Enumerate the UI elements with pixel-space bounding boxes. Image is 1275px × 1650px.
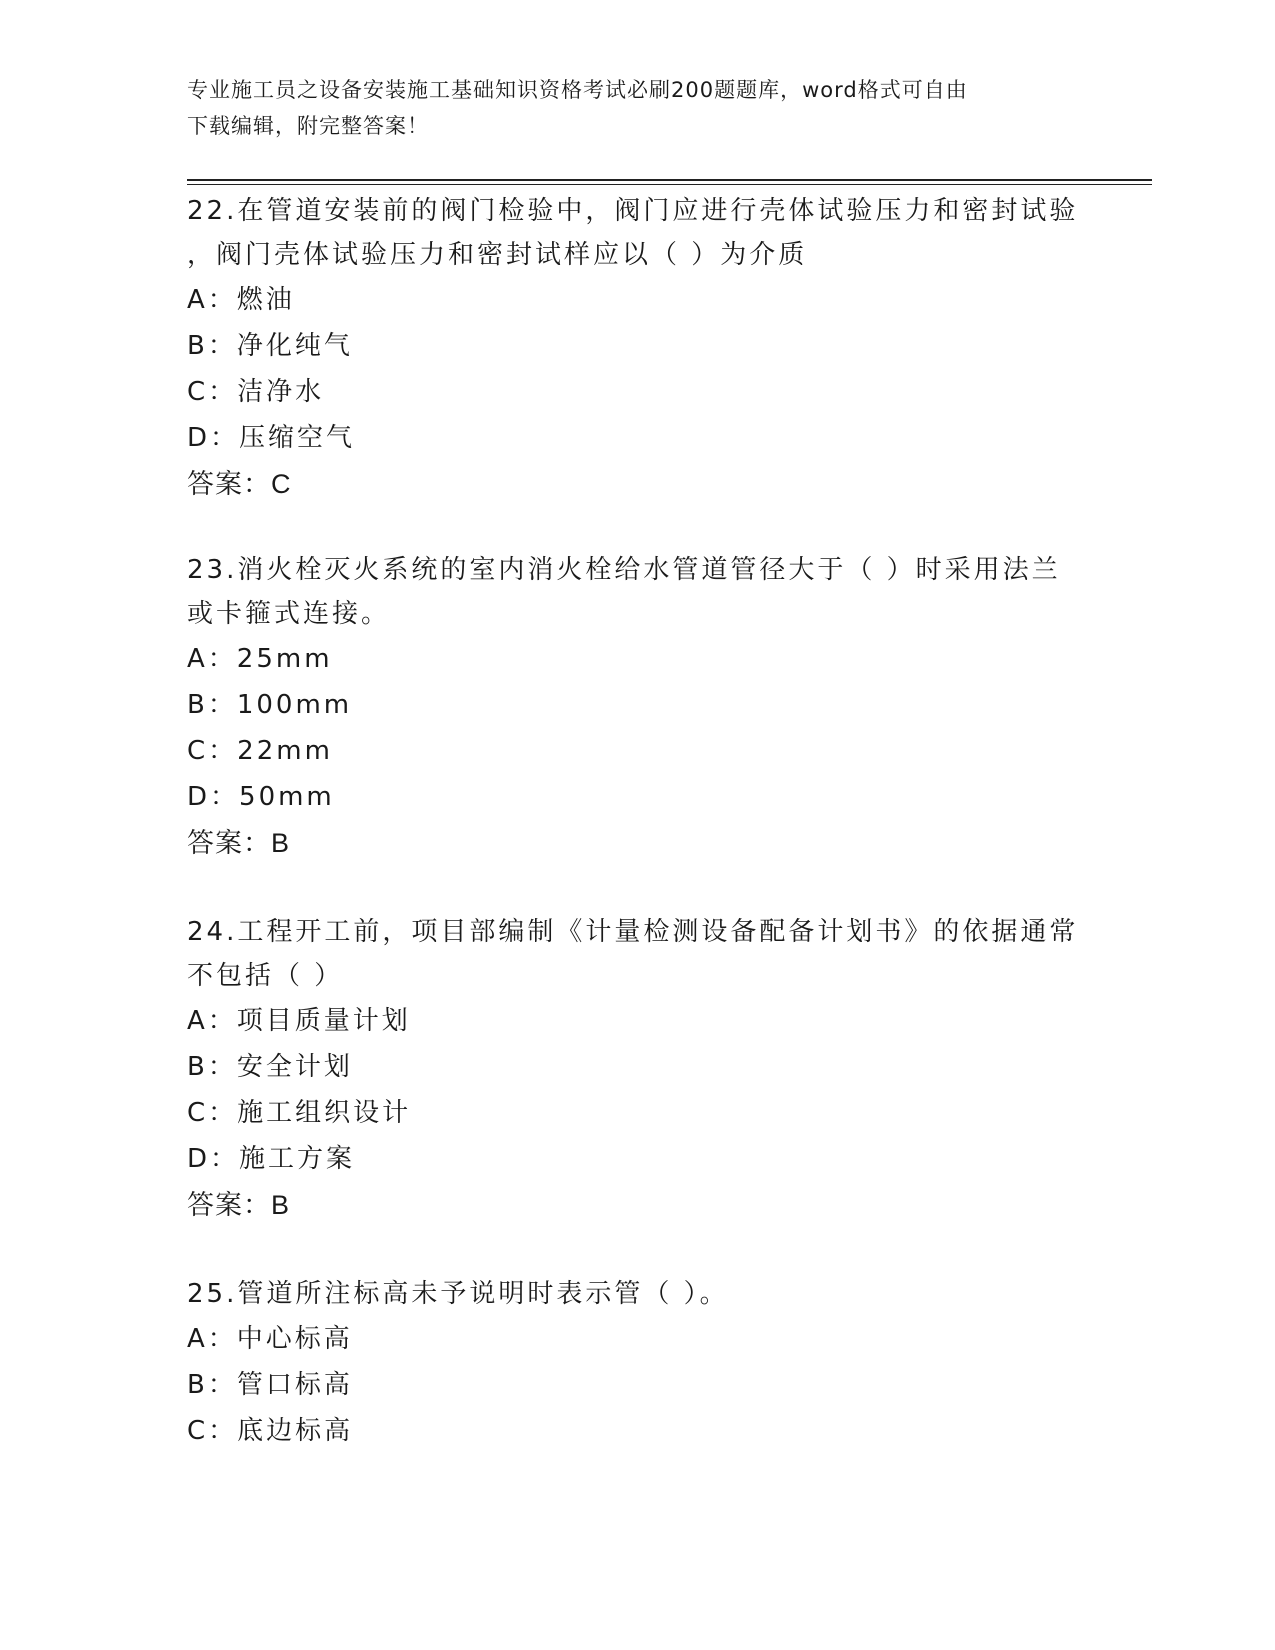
answer: 答案：C [187, 469, 292, 499]
header-line-2: 下载编辑，附完整答案！ [187, 114, 429, 138]
question-text-line: 22.在管道安装前的阀门检验中，阀门应进行壳体试验压力和密封试验 [187, 196, 1079, 226]
question-23 [187, 548, 1087, 866]
option-d: D：施工方案 [187, 1144, 356, 1174]
question-24 [187, 910, 1087, 1228]
option-b: B：100mm [187, 690, 353, 720]
option-a: A：中心标高 [187, 1324, 353, 1354]
option-a: A：燃油 [187, 285, 295, 315]
question-text-line: ，阀门壳体试验压力和密封试样应以（ ）为介质 [187, 240, 808, 270]
answer: 答案：B [187, 1190, 291, 1220]
question-text-line: 25.管道所注标高未予说明时表示管（ ）。 [187, 1279, 729, 1309]
option-b: B：净化纯气 [187, 331, 353, 361]
question-text-line: 23.消火栓灭火系统的室内消火栓给水管道管径大于（ ）时采用法兰 [187, 555, 1061, 585]
option-b: B：安全计划 [187, 1052, 353, 1082]
question-25 [187, 1272, 1087, 1454]
option-a: A：25mm [187, 644, 333, 674]
option-c: C：施工组织设计 [187, 1098, 412, 1128]
question-text-line: 24.工程开工前，项目部编制《计量检测设备配备计划书》的依据通常 [187, 917, 1079, 947]
question-text-line: 或卡箍式连接。 [187, 599, 391, 629]
option-a: A：项目质量计划 [187, 1006, 411, 1036]
option-c: C：洁净水 [187, 377, 325, 407]
header-divider-thick [187, 179, 1152, 181]
question-text-line: 不包括（ ） [187, 961, 344, 991]
option-c: C：底边标高 [187, 1416, 354, 1446]
header-line-1: 专业施工员之设备安装施工基础知识资格考试必刷200题题库，word格式可自由 [187, 78, 968, 102]
option-d: D：压缩空气 [187, 423, 356, 453]
option-d: D：50mm [187, 782, 335, 812]
option-b: B：管口标高 [187, 1370, 353, 1400]
answer: 答案：B [187, 828, 291, 858]
option-c: C：22mm [187, 736, 333, 766]
header-divider-thin [187, 184, 1152, 185]
question-22 [187, 189, 1087, 507]
document-header [187, 72, 1067, 144]
